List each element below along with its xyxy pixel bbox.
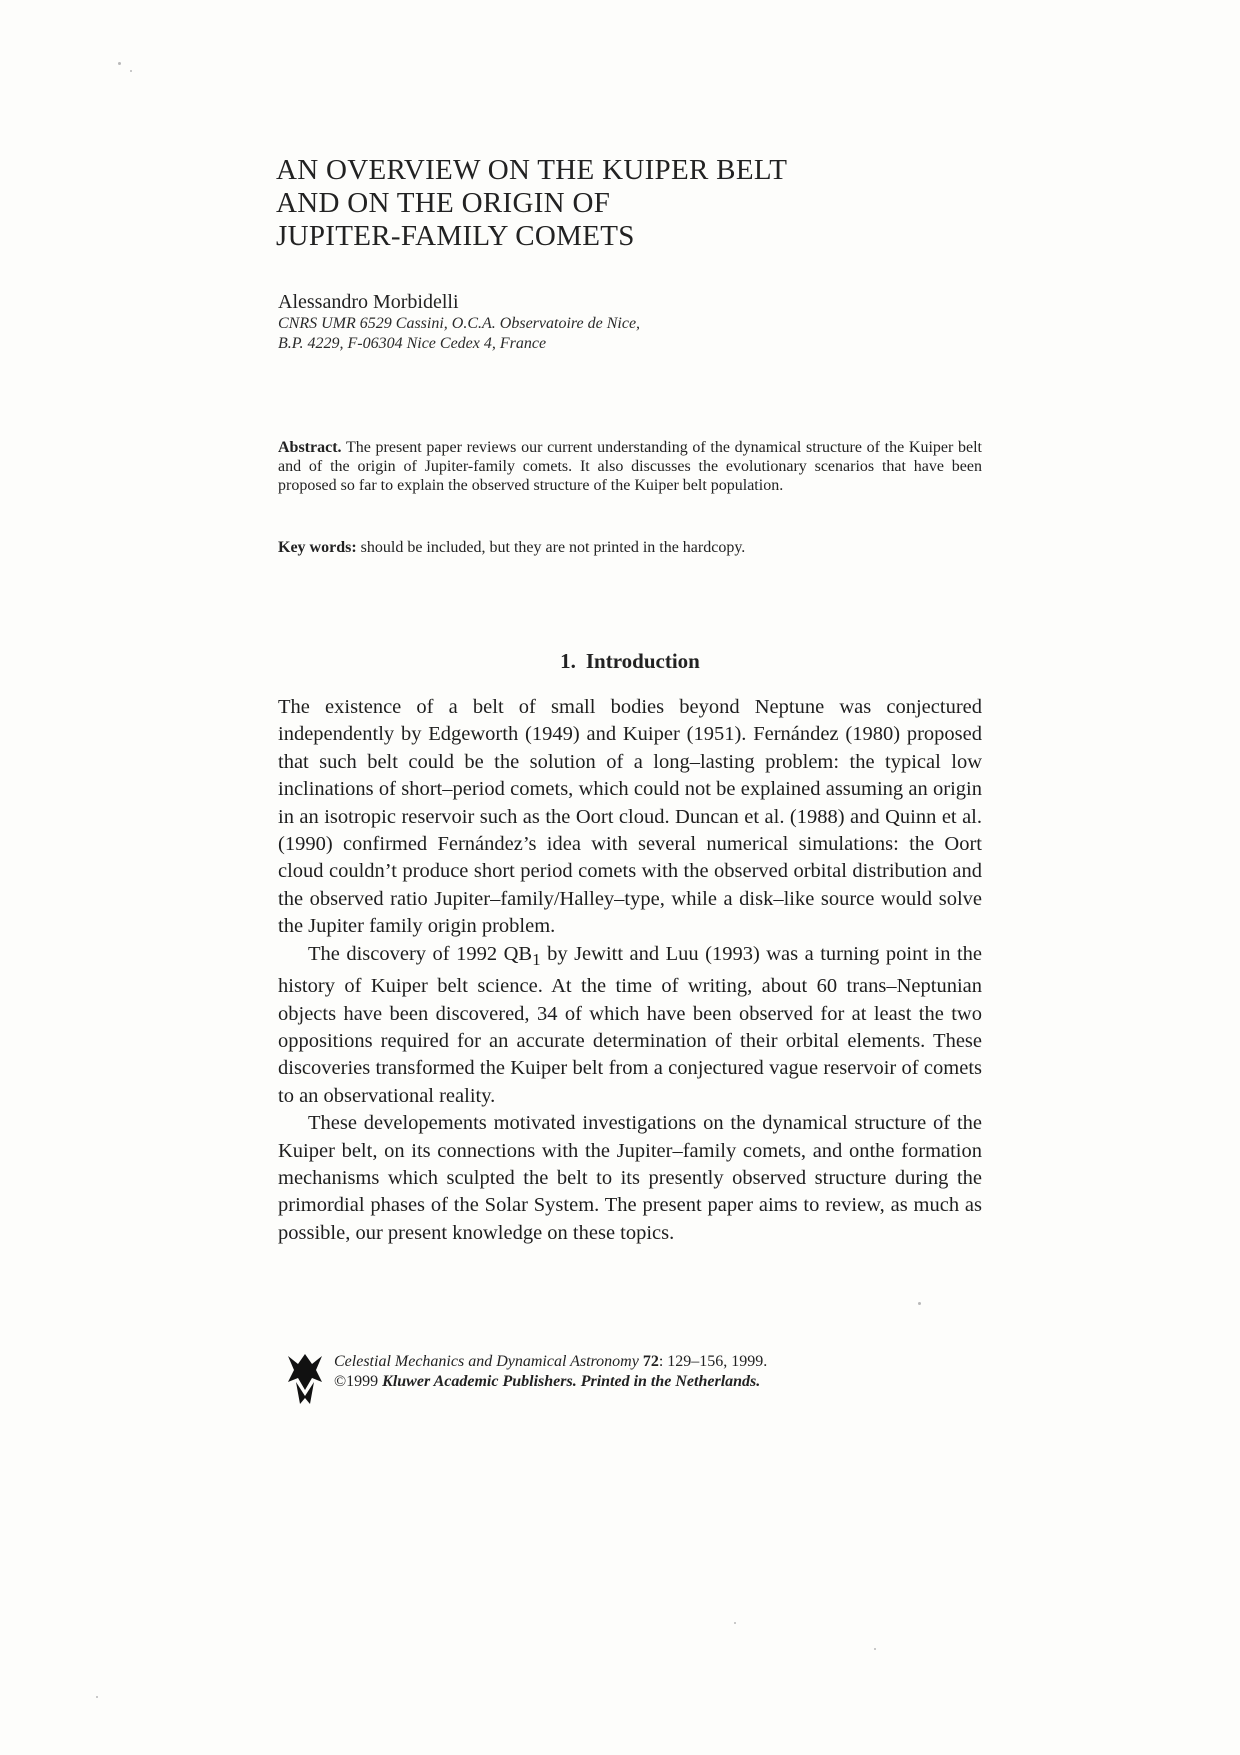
section-title: Introduction <box>585 649 700 673</box>
section-number: 1. <box>560 649 576 673</box>
keywords <box>278 538 982 558</box>
scan-speck <box>734 1622 736 1624</box>
abstract-text: The present paper reviews our current understanding of the dynamical structure of the Kuiper belt and of the origin of Jupiter-family comets. It also discusses the evolutionary scenarios that have been proposed so far to explain the observed structure of the Kuiper belt population. <box>278 439 983 495</box>
scan-speck <box>96 1696 98 1698</box>
paragraph-2-rest: by Jewitt and Luu (1993) was a turning point in the history of Kuiper belt science. At the time of writing, about 60 trans–Neptunian objects have been discovered, 34 of which have been observed for at least the two oppositions required for an accurate determination of their orbital elements. These discoveries transformed the Kuiper belt from a conjectured vague reservoir of comets to an observational reality. <box>278 942 982 1107</box>
title-line-2: AND ON THE ORIGIN OF <box>276 187 611 219</box>
scan-speck <box>130 70 132 72</box>
affiliation-line-2: B.P. 4229, F-06304 Nice Cedex 4, France <box>278 335 547 352</box>
abstract <box>278 438 982 496</box>
abstract-label: Abstract. <box>278 439 342 456</box>
paragraph-2 <box>278 941 982 1111</box>
scan-speck <box>118 62 121 65</box>
paragraph-1: The existence of a belt of small bodies beyond Neptune was conjectured independently by Edgeworth (1949) and Kuiper (1951). Fernández (1980) proposed that such belt could be the solution of a long–lasting problem: the typical low inclinations of short–period comets, which could not be explained assuming an origin in an isotropic reservoir such as the Oort cloud. Duncan et al. (1988) and Quinn et al. (1990) confirmed Fernández’s idea with several numerical simulations: the Oort cloud couldn’t produce short period comets with the observed orbital distribution and the observed ratio Jupiter–family/Halley–type, while a disk–like source would solve the Jupiter family origin problem. <box>278 696 982 938</box>
affiliation-line-1: CNRS UMR 6529 Cassini, O.C.A. Observatoire de Nice, <box>278 315 641 332</box>
qb1-subscript: 1 <box>532 949 541 969</box>
title-line-3: JUPITER-FAMILY COMETS <box>276 220 635 252</box>
journal-footer <box>286 1352 1006 1412</box>
footer-line-2 <box>334 1372 994 1392</box>
publisher-line: Kluwer Academic Publishers. Printed in the Netherlands. <box>382 1373 761 1390</box>
journal-pages-year: : 129–156, 1999. <box>658 1353 768 1370</box>
author-block <box>278 290 1038 354</box>
author-name: Alessandro Morbidelli <box>278 291 459 313</box>
footer-line-1 <box>334 1352 994 1372</box>
keywords-text: should be included, but they are not printed in the hardcopy. <box>360 539 746 556</box>
section-heading <box>278 648 982 674</box>
publisher-logo-icon <box>286 1352 324 1406</box>
title-line-1: AN OVERVIEW ON THE KUIPER BELT <box>276 154 788 186</box>
footer-citation <box>334 1352 994 1392</box>
copyright-mark: ©1999 <box>334 1373 379 1390</box>
paragraph-3: These developements motivated investigations on the dynamical structure of the Kuiper belt, on its connections with the Jupiter–family comets, and onthe formation mechanisms which sculpted the belt to its presently observed structure during the primordial phases of the Solar System. The present paper aims to review, as much as possible, our present knowledge on these topics. <box>278 1112 982 1244</box>
scan-speck <box>874 1648 876 1650</box>
keywords-label: Key words: <box>278 539 357 556</box>
introduction-body <box>278 694 982 1247</box>
journal-volume: 72 <box>642 1353 659 1370</box>
paper-title <box>276 154 1036 253</box>
scan-speck <box>918 1302 921 1305</box>
paragraph-2-start: The discovery of 1992 QB <box>308 942 533 965</box>
journal-name: Celestial Mechanics and Dynamical Astronomy <box>334 1353 639 1370</box>
